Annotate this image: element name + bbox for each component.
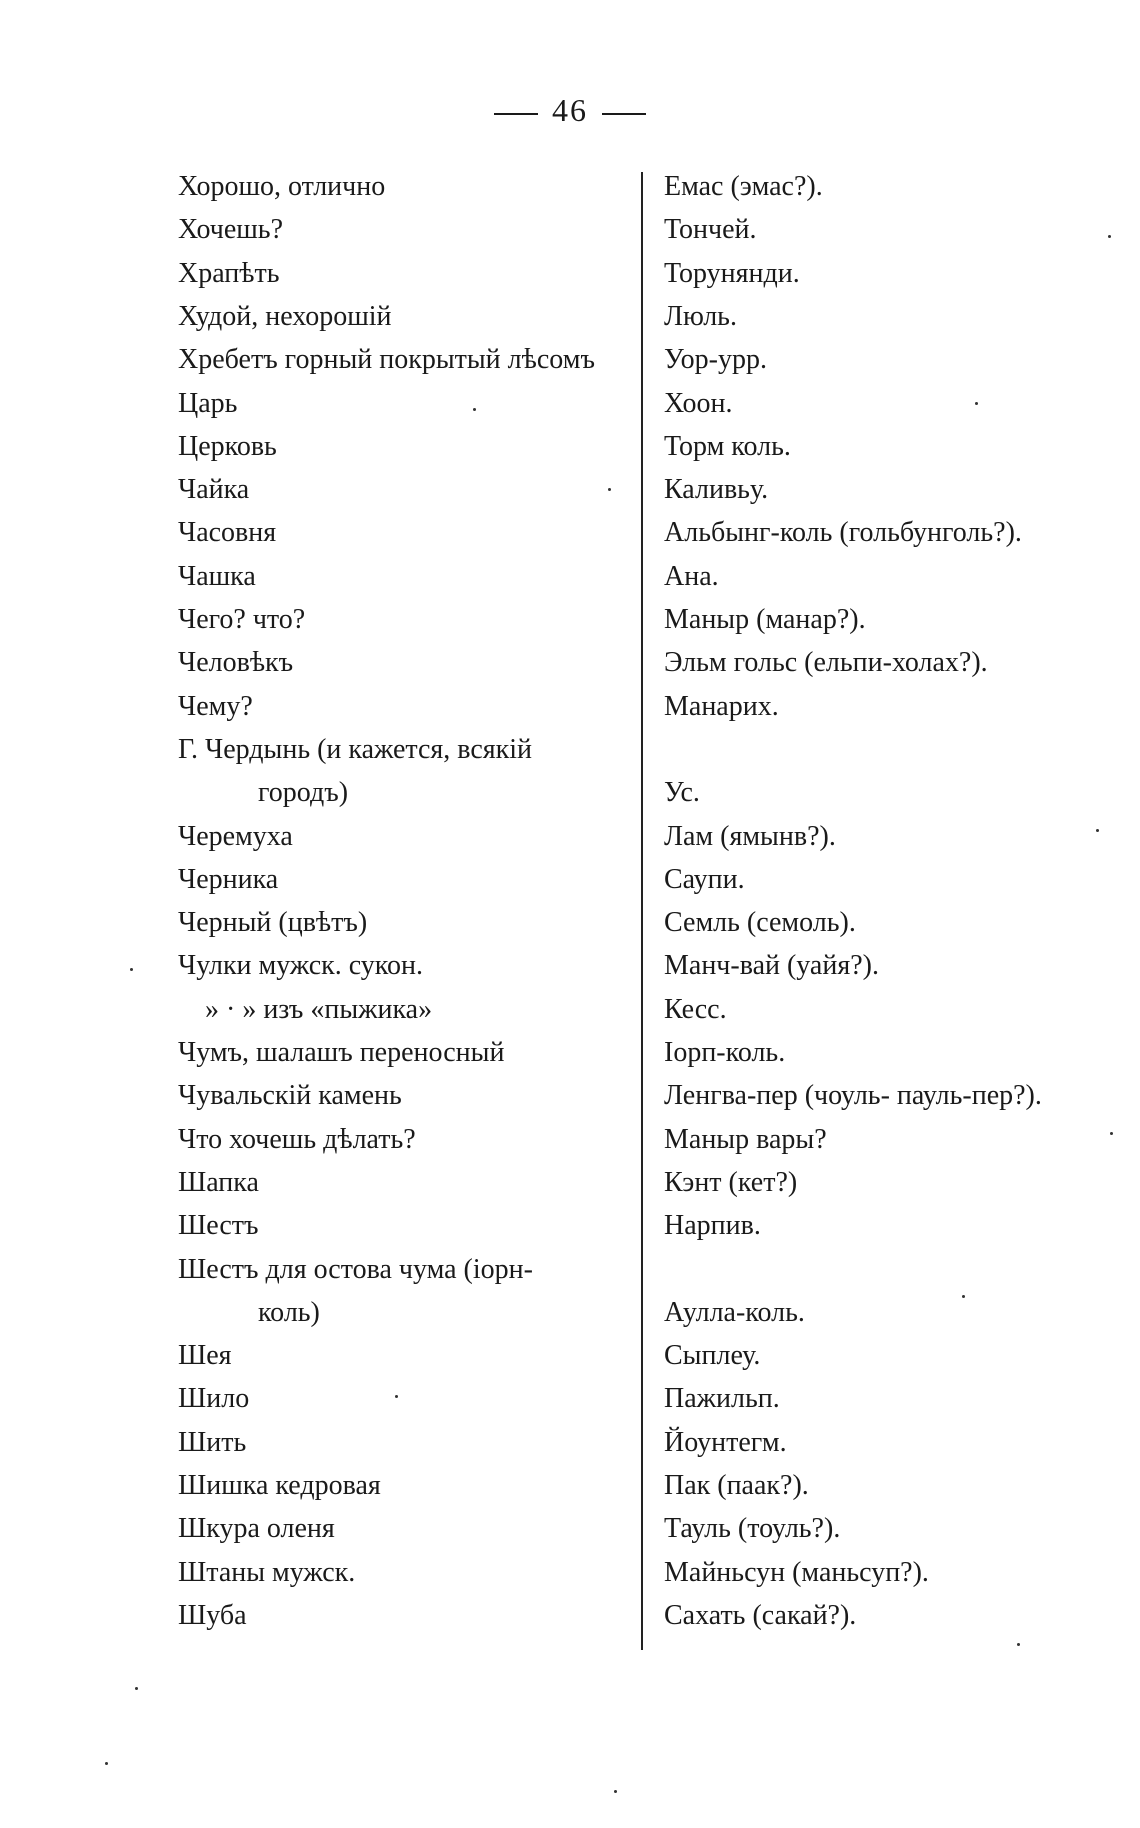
- russian-term: Чайка: [178, 474, 250, 506]
- russian-term: Шея: [178, 1340, 232, 1372]
- russian-term: Шуба: [178, 1599, 247, 1631]
- russian-term: Г. Чердынь (и кажется, всякій: [178, 733, 533, 765]
- ink-speck: [1110, 1132, 1113, 1135]
- russian-term: Шестъ: [178, 1210, 259, 1242]
- russian-term: Что хочешь дѣлать?: [178, 1123, 416, 1155]
- vogul-translation: Саупи.: [664, 863, 745, 895]
- russian-term: Человѣкъ: [178, 647, 294, 679]
- page-number: [0, 92, 1140, 129]
- russian-term: Шило: [178, 1383, 250, 1415]
- vogul-translation: Аулла-коль.: [664, 1296, 805, 1328]
- vogul-translation: Кэнт (кет?): [664, 1166, 798, 1198]
- vogul-translation: Торм коль.: [664, 430, 791, 462]
- vogul-translation: Маныр вары?: [664, 1123, 827, 1155]
- page-number-text: 46: [552, 92, 588, 128]
- vogul-translation: Альбынг-коль (гольбунголь?).: [664, 517, 1022, 549]
- russian-term: Хочешь?: [178, 214, 283, 246]
- russian-term: Храпѣть: [178, 257, 280, 289]
- vogul-translation: Семль (семоль).: [664, 907, 856, 939]
- russian-term: Чего? что?: [178, 604, 306, 635]
- russian-term: Хорошо, отлично: [178, 171, 386, 202]
- vogul-translation: Сыплеу.: [664, 1340, 761, 1372]
- russian-term: городъ): [258, 777, 349, 809]
- page-number-left-dash: [494, 113, 538, 115]
- ink-speck: [473, 408, 476, 411]
- russian-term: Худой, нехорошій: [178, 300, 392, 332]
- vogul-translation: Нарпив.: [664, 1210, 761, 1242]
- russian-term: Чувальскій камень: [178, 1080, 402, 1112]
- russian-term: Хребетъ горный покрытый лѣсомъ: [178, 344, 595, 376]
- ink-speck: [1096, 829, 1099, 832]
- vogul-translation: Пак (паак?).: [664, 1470, 809, 1501]
- russian-term: » · » изъ «пыжика»: [205, 993, 433, 1025]
- ink-speck: [395, 1395, 398, 1398]
- russian-term: Шишка кедровая: [178, 1470, 381, 1501]
- vogul-translation: Торунянди.: [664, 257, 800, 289]
- vogul-translation: Маныр (манар?).: [664, 604, 866, 635]
- russian-term: Царь: [178, 387, 238, 419]
- vogul-translation: Манч-вай (уайя?).: [664, 950, 879, 982]
- vogul-translation: Лам (ямынв?).: [664, 820, 836, 852]
- ink-speck: [130, 968, 133, 971]
- vogul-translation: Тауль (тоуль?).: [664, 1513, 841, 1545]
- vogul-translation: Кесс.: [664, 993, 727, 1025]
- ink-speck: [608, 488, 611, 491]
- russian-term: Черный (цвѣтъ): [178, 907, 368, 939]
- vogul-translation: [664, 1249, 1134, 1291]
- ink-speck: [135, 1687, 138, 1690]
- ink-speck: [1108, 235, 1111, 238]
- russian-term: Штаны мужск.: [178, 1556, 356, 1588]
- vogul-translation: Тончей.: [664, 214, 757, 246]
- russian-term: Шестъ для остова чума (іорн-: [178, 1253, 533, 1285]
- russian-term: Шкура оленя: [178, 1513, 335, 1545]
- russian-term: Чашка: [178, 560, 256, 592]
- vogul-translation: Люль.: [664, 300, 737, 332]
- russian-term: Шить: [178, 1426, 247, 1458]
- vogul-translation: Емас (эмас?).: [664, 171, 823, 202]
- vogul-translation: Хоон.: [664, 387, 733, 419]
- russian-term: коль): [258, 1296, 320, 1328]
- page-number-right-dash: [602, 113, 646, 115]
- russian-term: Церковь: [178, 430, 277, 462]
- ink-speck: [975, 402, 978, 405]
- vogul-translation: Йоунтегм.: [664, 1426, 787, 1458]
- ink-speck: [614, 1790, 617, 1793]
- ink-speck: [962, 1295, 965, 1298]
- vogul-translation: Ус.: [664, 777, 700, 809]
- vogul-translation: Ленгва-пер (чоуль- пауль-пер?).: [664, 1080, 1042, 1112]
- russian-term: Черника: [178, 863, 279, 895]
- vogul-translation: Іорп-коль.: [664, 1037, 786, 1068]
- vogul-translation: Уор-урр.: [664, 344, 767, 376]
- vogul-translation: [664, 729, 1134, 771]
- ink-speck: [1017, 1643, 1020, 1646]
- ink-speck: [105, 1762, 108, 1765]
- russian-term: Часовня: [178, 517, 277, 549]
- vogul-translation: Майньсун (маньсуп?).: [664, 1556, 929, 1588]
- russian-term: Черемуха: [178, 820, 293, 852]
- russian-term: Чумъ, шалашъ переносный: [178, 1037, 505, 1068]
- russian-term: Чулки мужск. сукон.: [178, 950, 423, 982]
- vogul-translation: Эльм гольс (ельпи-холах?).: [664, 647, 988, 679]
- russian-term: Шапка: [178, 1166, 259, 1198]
- column-divider: [641, 172, 643, 1650]
- vogul-translation: Пажильп.: [664, 1383, 780, 1415]
- vogul-translation: Манарих.: [664, 690, 779, 722]
- vogul-translation: Каливьу.: [664, 474, 769, 506]
- vogul-translation: Ана.: [664, 560, 719, 592]
- vogul-translation: Сахать (сакай?).: [664, 1599, 857, 1631]
- russian-term: Чему?: [178, 690, 253, 722]
